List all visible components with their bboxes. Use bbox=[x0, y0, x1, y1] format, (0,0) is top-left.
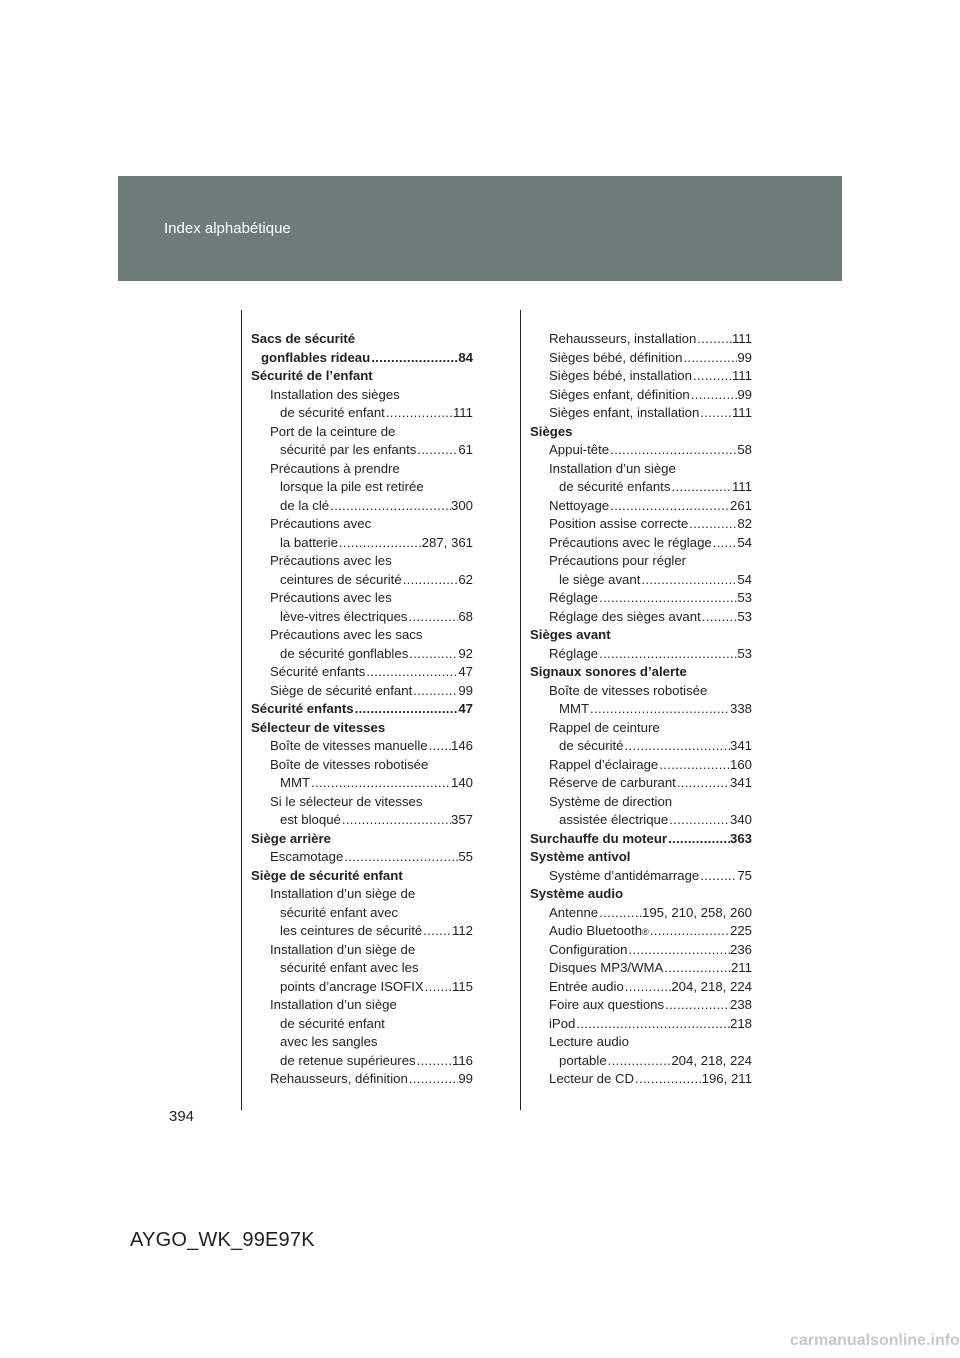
leader-dots bbox=[341, 811, 451, 830]
index-entry bbox=[251, 441, 473, 460]
page-reference: 160 bbox=[729, 756, 752, 772]
page-header bbox=[118, 176, 842, 281]
leader-dots bbox=[402, 571, 459, 590]
entry-text: Système de direction bbox=[549, 793, 673, 809]
leader-dots bbox=[310, 774, 451, 793]
index-heading bbox=[251, 330, 473, 349]
entry-text: Précautions avec les bbox=[270, 553, 392, 568]
entry-text: portable bbox=[559, 1052, 607, 1068]
leader-dots bbox=[609, 441, 737, 460]
index-entry bbox=[251, 756, 473, 775]
page-reference: 47 bbox=[458, 701, 473, 716]
entry-text: MMT bbox=[559, 701, 590, 716]
index-entry bbox=[530, 589, 752, 608]
index-heading bbox=[530, 885, 752, 904]
leader-dots bbox=[624, 737, 730, 756]
entry-text: de retenue supérieures bbox=[280, 1052, 416, 1068]
leader-dots bbox=[338, 534, 422, 553]
index-entry bbox=[530, 367, 752, 386]
page-reference: 68 bbox=[458, 608, 473, 624]
index-entry bbox=[530, 867, 752, 886]
index-entry bbox=[251, 811, 473, 830]
leader-dots bbox=[575, 1015, 730, 1034]
leader-dots bbox=[416, 441, 458, 460]
leader-dots bbox=[658, 756, 730, 775]
index-heading bbox=[251, 700, 473, 719]
index-entry bbox=[251, 663, 473, 682]
index-entry bbox=[530, 682, 752, 701]
index-entry bbox=[530, 737, 752, 756]
index-entry bbox=[530, 774, 752, 793]
index-entry bbox=[251, 497, 473, 516]
index-heading bbox=[530, 848, 752, 867]
column-divider-middle bbox=[520, 310, 521, 1110]
index-entry bbox=[251, 1015, 473, 1034]
index-entry bbox=[251, 1033, 473, 1052]
page-reference: 204, 218, 224 bbox=[671, 978, 752, 994]
entry-text: Appui-tête bbox=[549, 442, 610, 457]
page-reference: 195, 210, 258, 260 bbox=[642, 904, 752, 920]
entry-text: Précautions pour régler bbox=[549, 553, 687, 568]
leader-dots bbox=[634, 1070, 702, 1089]
entry-text: Siège de sécurité enfant bbox=[251, 867, 403, 883]
page-reference: 111 bbox=[452, 405, 473, 420]
index-entry bbox=[530, 1070, 752, 1089]
entry-text: Audio Bluetooth bbox=[549, 923, 643, 938]
page-reference: 111 bbox=[731, 368, 752, 383]
entry-text: Port de la ceinture de bbox=[270, 423, 396, 439]
index-entry bbox=[251, 922, 473, 941]
entry-text: de sécurité bbox=[559, 738, 624, 753]
entry-text: sécurité enfant avec bbox=[280, 904, 399, 920]
index-entry bbox=[251, 1052, 473, 1071]
index-entry bbox=[251, 478, 473, 497]
index-entry bbox=[530, 700, 752, 719]
index-entry bbox=[251, 423, 473, 442]
page-reference: 261 bbox=[729, 497, 752, 513]
page-reference: 340 bbox=[729, 812, 752, 827]
entry-text: iPod bbox=[549, 1015, 576, 1031]
index-heading bbox=[530, 830, 752, 849]
index-entry bbox=[251, 885, 473, 904]
index-entry bbox=[530, 959, 752, 978]
entry-text: Système antivol bbox=[530, 849, 631, 864]
leader-dots bbox=[670, 478, 732, 497]
index-entry bbox=[530, 756, 752, 775]
leader-dots bbox=[329, 497, 451, 516]
leader-dots bbox=[343, 848, 458, 867]
entry-text: Sièges avant bbox=[530, 627, 611, 642]
index-entry: Audio Bluetooth ® ..... 225 bbox=[530, 922, 752, 941]
leader-dots bbox=[428, 737, 451, 756]
entry-text: lorsque la pile est retirée bbox=[280, 479, 424, 494]
leader-dots bbox=[370, 349, 458, 368]
leader-dots bbox=[408, 645, 458, 664]
entry-text: Rehausseurs, définition bbox=[270, 1071, 408, 1086]
entry-text: Réserve de carburant bbox=[549, 775, 676, 790]
index-entry bbox=[530, 478, 752, 497]
leader-dots bbox=[712, 534, 738, 553]
entry-text: Réglage des sièges avant bbox=[549, 608, 701, 624]
page-reference: 99 bbox=[737, 386, 752, 402]
leader-dots bbox=[385, 404, 453, 423]
page-reference: 338 bbox=[729, 701, 752, 716]
entry-text: Disques MP3/WMA bbox=[549, 960, 664, 975]
page-reference: 300 bbox=[450, 497, 473, 513]
page-reference: 111 bbox=[731, 479, 752, 494]
entry-text: Précautions avec les bbox=[270, 590, 392, 605]
page-number: 394 bbox=[169, 1108, 195, 1125]
entry-text: sécurité enfant avec les bbox=[280, 960, 419, 975]
leader-dots bbox=[696, 330, 732, 349]
entry-text: Sièges enfant, définition bbox=[549, 386, 690, 402]
page-reference: 99 bbox=[458, 682, 473, 698]
entry-text: de sécurité enfant bbox=[280, 405, 385, 420]
page-reference: 62 bbox=[458, 571, 473, 587]
leader-dots bbox=[663, 959, 731, 978]
entry-text: sécurité par les enfants bbox=[280, 442, 417, 457]
entry-text: ceintures de sécurité bbox=[280, 571, 402, 587]
entry-text: Siège de sécurité enfant bbox=[270, 682, 413, 698]
index-entry bbox=[251, 978, 473, 997]
leader-dots bbox=[424, 978, 452, 997]
entry-text: lève-vitres électriques bbox=[280, 608, 408, 624]
index-entry bbox=[530, 552, 752, 571]
index-entry bbox=[530, 349, 752, 368]
entry-text: Précautions avec les sacs bbox=[270, 627, 423, 642]
document-code: AYGO_WK_99E97K bbox=[130, 1229, 315, 1251]
index-entry bbox=[251, 404, 473, 423]
page-reference: 211 bbox=[730, 960, 752, 975]
entry-text: Système d’antidémarrage bbox=[549, 867, 700, 883]
index-entry bbox=[530, 1052, 752, 1071]
index-entry bbox=[251, 682, 473, 701]
entry-text: points d’ancrage ISOFIX bbox=[280, 978, 424, 994]
entry-text: Siège arrière bbox=[251, 830, 331, 846]
index-entry bbox=[251, 848, 473, 867]
entry-text: Installation des sièges bbox=[270, 386, 400, 402]
index-entry bbox=[530, 719, 752, 738]
page-reference: 111 bbox=[731, 331, 752, 346]
leader-dots bbox=[365, 663, 458, 682]
index-entry bbox=[530, 904, 752, 923]
index-entry bbox=[251, 552, 473, 571]
index-entry bbox=[251, 386, 473, 405]
page-reference: 116 bbox=[451, 1052, 473, 1068]
leader-dots bbox=[408, 608, 459, 627]
leader-dots bbox=[627, 941, 730, 960]
entry-text: Réglage bbox=[549, 645, 599, 661]
index-entry bbox=[530, 515, 752, 534]
entry-text: Escamotage bbox=[270, 849, 344, 864]
index-entry bbox=[530, 811, 752, 830]
leader-dots bbox=[668, 811, 730, 830]
index-heading bbox=[530, 626, 752, 645]
entry-text: Nettoyage bbox=[549, 497, 610, 513]
page-reference: 363 bbox=[729, 830, 752, 846]
leader-dots bbox=[607, 1052, 672, 1071]
page-reference: 54 bbox=[737, 571, 752, 587]
entry-text: Installation d’un siège de bbox=[270, 941, 416, 957]
leader-dots bbox=[412, 682, 458, 701]
leader-dots bbox=[692, 367, 732, 386]
index-entry bbox=[251, 460, 473, 479]
leader-dots bbox=[416, 1052, 452, 1071]
index-entry bbox=[530, 793, 752, 812]
entry-text: Installation d’un siège bbox=[270, 997, 397, 1012]
leader-dots bbox=[354, 700, 459, 719]
page-reference: 54 bbox=[737, 534, 752, 550]
index-heading bbox=[530, 663, 752, 682]
leader-dots bbox=[682, 349, 737, 368]
page-reference: 111 bbox=[731, 405, 752, 420]
leader-dots bbox=[667, 830, 730, 849]
index-entry bbox=[530, 330, 752, 349]
leader-dots bbox=[676, 774, 730, 793]
page-reference: 82 bbox=[737, 516, 752, 531]
leader-dots bbox=[422, 922, 452, 941]
leader-dots bbox=[699, 867, 737, 886]
index-entry bbox=[251, 645, 473, 664]
page-reference: 53 bbox=[737, 590, 752, 605]
index-entry bbox=[251, 941, 473, 960]
page-reference: 218 bbox=[729, 1015, 752, 1031]
leader-dots bbox=[408, 1070, 459, 1089]
entry-text: de sécurité gonflables bbox=[280, 645, 409, 661]
page-reference: 146 bbox=[450, 738, 473, 753]
entry-text: Boîte de vitesses robotisée bbox=[549, 682, 708, 698]
index-entry bbox=[530, 534, 752, 553]
entry-text: MMT bbox=[280, 775, 311, 790]
entry-text: Rappel de ceinture bbox=[549, 719, 660, 735]
leader-dots bbox=[701, 608, 738, 627]
entry-text: de la clé bbox=[280, 497, 330, 513]
entry-text: Installation d’un siège bbox=[549, 460, 676, 476]
index-entry bbox=[530, 386, 752, 405]
index-entry bbox=[251, 996, 473, 1015]
entry-text: Installation d’un siège de bbox=[270, 886, 416, 901]
page-reference: 341 bbox=[729, 738, 752, 753]
entry-text: Sacs de sécurité bbox=[251, 331, 356, 346]
index-heading bbox=[251, 867, 473, 886]
page-reference: 55 bbox=[458, 849, 473, 864]
entry-text: Boîte de vitesses manuelle bbox=[270, 738, 428, 753]
entry-text: Antenne bbox=[549, 904, 599, 920]
entry-text: Sécurité enfants bbox=[270, 664, 366, 679]
entry-text: Foire aux questions bbox=[549, 997, 665, 1012]
column-divider-left bbox=[241, 310, 242, 1110]
index-entry bbox=[530, 497, 752, 516]
entry-text: Lecture audio bbox=[549, 1034, 629, 1049]
page-reference: 53 bbox=[737, 608, 752, 624]
entry-text: de sécurité enfants bbox=[559, 479, 671, 494]
page-reference: 115 bbox=[451, 978, 473, 994]
page-reference: 112 bbox=[451, 923, 473, 938]
index-heading bbox=[251, 349, 473, 368]
index-entry bbox=[530, 404, 752, 423]
leader-dots bbox=[598, 904, 642, 923]
page-reference: 357 bbox=[450, 812, 473, 827]
entry-text: est bloqué bbox=[280, 812, 341, 827]
index-entry bbox=[251, 571, 473, 590]
entry-text: Système audio bbox=[530, 886, 624, 901]
entry-text: Lecteur de CD bbox=[549, 1071, 635, 1086]
entry-text: Entrée audio bbox=[549, 978, 624, 994]
entry-text: Configuration bbox=[549, 941, 628, 957]
page-reference: 61 bbox=[458, 442, 473, 457]
page-reference: 238 bbox=[729, 997, 752, 1012]
entry-text: Boîte de vitesses robotisée bbox=[270, 756, 429, 772]
index-entry bbox=[251, 737, 473, 756]
index-entry bbox=[251, 589, 473, 608]
entry-text: gonflables rideau bbox=[261, 349, 371, 365]
page-reference: 196, 211 bbox=[701, 1071, 752, 1086]
leader-dots bbox=[640, 571, 737, 590]
page-reference: 236 bbox=[729, 941, 752, 957]
index-entry bbox=[251, 774, 473, 793]
entry-text: la batterie bbox=[280, 534, 338, 550]
leader-dots bbox=[664, 996, 730, 1015]
page-reference: 47 bbox=[458, 664, 473, 679]
entry-text: Réglage bbox=[549, 590, 599, 605]
entry-text: Précautions avec bbox=[270, 516, 372, 531]
entry-text: Sièges bbox=[530, 423, 573, 439]
index-entry bbox=[251, 534, 473, 553]
page-reference: 58 bbox=[737, 442, 752, 457]
entry-text: Précautions avec le réglage bbox=[549, 534, 712, 550]
entry-text: Position assise correcte bbox=[549, 516, 689, 531]
index-entry bbox=[530, 1015, 752, 1034]
entry-text: de sécurité enfant bbox=[280, 1015, 385, 1031]
index-entry bbox=[251, 626, 473, 645]
index-column-left bbox=[251, 330, 473, 1089]
leader-dots bbox=[699, 404, 732, 423]
entry-text: Rehausseurs, installation bbox=[549, 331, 697, 346]
leader-dots bbox=[649, 922, 730, 941]
index-entry bbox=[530, 978, 752, 997]
index-entry bbox=[251, 608, 473, 627]
entry-text: Sièges bébé, installation bbox=[549, 368, 692, 383]
page-reference: 287, 361 bbox=[421, 534, 473, 550]
page-reference: 92 bbox=[458, 645, 473, 661]
index-heading bbox=[251, 830, 473, 849]
index-entry bbox=[251, 515, 473, 534]
index-entry bbox=[530, 441, 752, 460]
page-reference: 225 bbox=[729, 923, 752, 938]
page-reference: 99 bbox=[737, 349, 752, 365]
leader-dots bbox=[609, 497, 730, 516]
entry-text: Rappel d’éclairage bbox=[549, 756, 659, 772]
index-entry bbox=[251, 904, 473, 923]
entry-text: le siège avant bbox=[559, 571, 641, 587]
entry-text: Sièges bébé, définition bbox=[549, 349, 683, 365]
page-reference: 204, 218, 224 bbox=[671, 1052, 752, 1068]
watermark: carmanualsonline.info bbox=[790, 1332, 960, 1349]
leader-dots bbox=[598, 645, 737, 664]
index-entry bbox=[251, 959, 473, 978]
entry-text: Précautions à prendre bbox=[270, 460, 400, 476]
entry-text: Surchauffe du moteur bbox=[530, 830, 668, 846]
leader-dots bbox=[598, 589, 737, 608]
entry-text: assistée électrique bbox=[559, 812, 669, 827]
index-entry bbox=[530, 460, 752, 479]
index-heading bbox=[530, 423, 752, 442]
section-title: Index alphabétique bbox=[164, 220, 291, 237]
index-entry bbox=[530, 645, 752, 664]
index-entry bbox=[530, 996, 752, 1015]
index-entry bbox=[530, 1033, 752, 1052]
leader-dots bbox=[589, 700, 730, 719]
index-entry bbox=[530, 608, 752, 627]
leader-dots bbox=[688, 515, 737, 534]
page-reference: 341 bbox=[729, 775, 752, 790]
page-reference: 53 bbox=[737, 645, 752, 661]
page-reference: 99 bbox=[458, 1071, 473, 1086]
entry-text: Si le sélecteur de vitesses bbox=[270, 793, 423, 809]
leader-dots bbox=[690, 386, 738, 405]
index-heading bbox=[251, 719, 473, 738]
page-reference: 140 bbox=[450, 775, 473, 790]
leader-dots bbox=[624, 978, 672, 997]
index-column-right bbox=[530, 330, 752, 1089]
index-entry bbox=[251, 793, 473, 812]
entry-text: Sélecteur de vitesses bbox=[251, 719, 386, 735]
index-entry bbox=[251, 1070, 473, 1089]
page-reference: 84 bbox=[458, 349, 473, 365]
index-entry bbox=[530, 571, 752, 590]
entry-text: avec les sangles bbox=[280, 1034, 378, 1049]
entry-text: Sécurité de l’enfant bbox=[251, 368, 373, 383]
entry-text: Signaux sonores d’alerte bbox=[530, 664, 687, 679]
index-heading bbox=[251, 367, 473, 386]
entry-text: les ceintures de sécurité bbox=[280, 923, 423, 938]
page-reference: 75 bbox=[737, 867, 752, 883]
entry-text: Sécurité enfants bbox=[251, 701, 354, 716]
entry-text: Sièges enfant, installation bbox=[549, 405, 700, 420]
index-entry bbox=[530, 941, 752, 960]
